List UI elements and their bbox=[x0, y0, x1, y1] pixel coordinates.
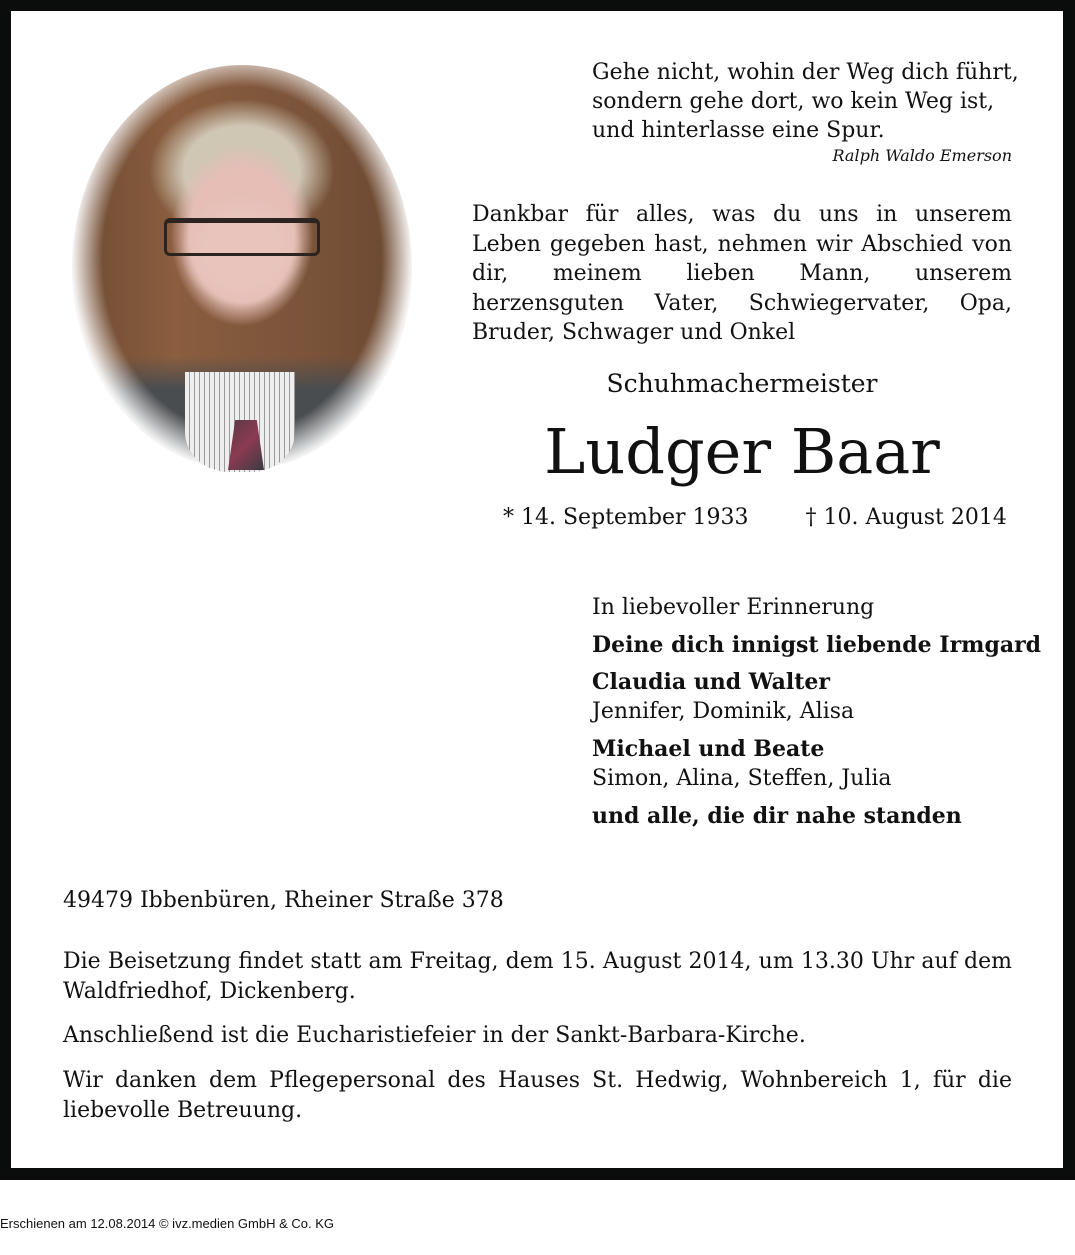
mass-info: Anschließend ist die Eucharistiefeier in der Sankt-Barbara-Kirche. bbox=[63, 1023, 806, 1048]
life-dates bbox=[503, 505, 1007, 530]
deceased-name: Ludger Baar bbox=[544, 415, 940, 488]
address: 49479 Ibbenbüren, Rheiner Straße 378 bbox=[63, 888, 504, 913]
child-family-1: Claudia und Walter bbox=[592, 669, 830, 695]
birth-date: * 14. September 1933 bbox=[503, 505, 749, 530]
quote-line: Gehe nicht, wohin der Weg dich führt, bbox=[592, 60, 1019, 85]
publication-footer: Erschienen am 12.08.2014 © ivz.medien GmbH & Co. KG bbox=[0, 1216, 335, 1231]
quote-line: und hinterlasse eine Spur. bbox=[592, 118, 885, 143]
grandchildren-1: Jennifer, Dominik, Alisa bbox=[592, 699, 855, 724]
profession: Schuhmachermeister bbox=[606, 369, 878, 398]
others: und alle, die dir nahe standen bbox=[592, 803, 962, 829]
death-date: † 10. August 2014 bbox=[805, 505, 1007, 530]
thanks-info: Wir danken dem Pflegepersonal des Hauses St. Hedwig, Wohnbereich 1, für die liebevolle Betreuung. bbox=[63, 1068, 1012, 1123]
quote bbox=[592, 58, 1019, 145]
quote-line: sondern gehe dort, wo kein Weg ist, bbox=[592, 89, 995, 114]
mourners bbox=[592, 593, 1041, 831]
child-family-2: Michael und Beate bbox=[592, 736, 825, 762]
funeral-info: Die Beisetzung findet statt am Freitag, dem 15. August 2014, um 13.30 Uhr auf dem Waldfriedhof, Dickenberg. bbox=[63, 949, 1012, 1004]
grandchildren-2: Simon, Alina, Steffen, Julia bbox=[592, 766, 892, 791]
spouse: Deine dich innigst liebende Irmgard bbox=[592, 632, 1042, 658]
glasses-detail bbox=[164, 218, 320, 256]
gratitude-text: Dankbar für alles, was du uns in unserem Leben gegeben hast, nehmen wir Abschied von dir, meinem lieben Mann, unserem herzensguten Vater, Schwiegervater, Opa, Bruder, Schwager und Onkel bbox=[472, 202, 1012, 345]
quote-author: Ralph Waldo Emerson bbox=[832, 146, 1012, 165]
memory-intro: In liebevoller Erinnerung bbox=[592, 595, 875, 620]
